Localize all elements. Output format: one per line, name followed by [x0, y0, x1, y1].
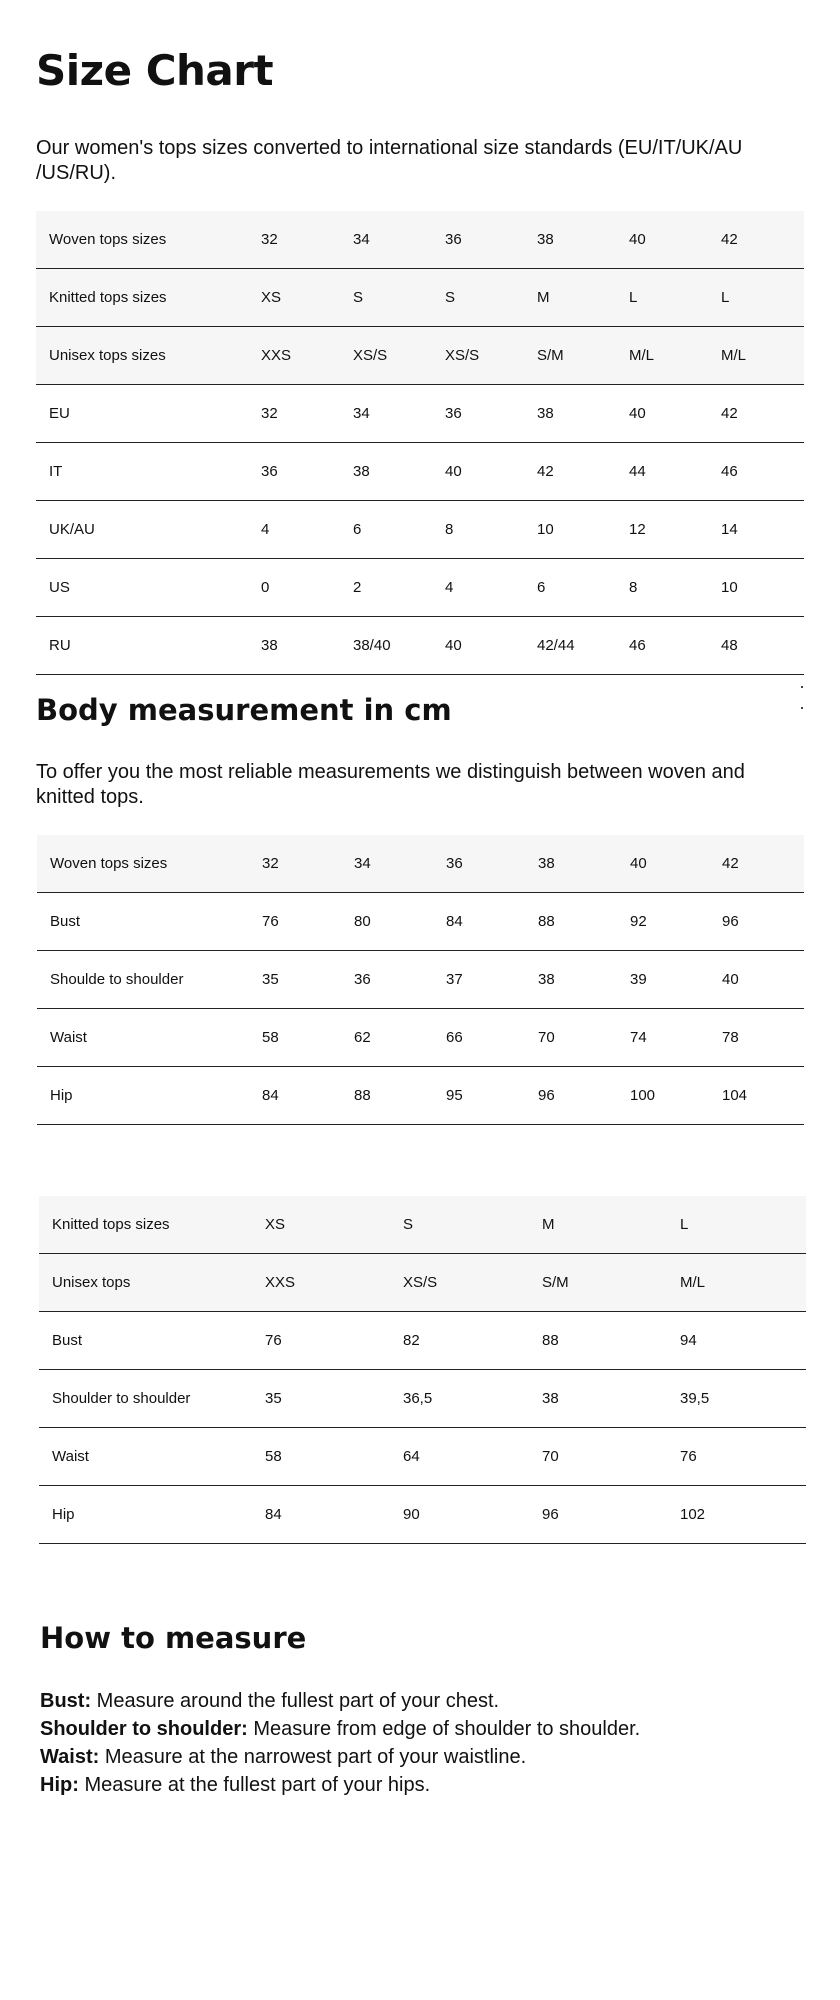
table-row: [36, 501, 804, 559]
table-cell: XS/S: [390, 1254, 529, 1312]
how-to-text: Measure from edge of shoulder to shoulder.: [247, 1718, 641, 1740]
table-cell: 34: [341, 835, 433, 893]
table-cell: 42: [708, 211, 804, 269]
table-cell: 2: [340, 559, 432, 617]
table-cell: 36: [432, 211, 524, 269]
table-cell: L: [667, 1196, 806, 1254]
table-row: [36, 617, 804, 675]
table-cell: 70: [529, 1428, 667, 1486]
table-cell: 80: [341, 893, 433, 951]
table-cell: 38: [525, 951, 617, 1009]
table-row: [36, 327, 804, 385]
table-row: [37, 835, 804, 893]
table-cell: 38: [340, 443, 432, 501]
table-cell: 38/40: [340, 617, 432, 675]
table-cell: S: [390, 1196, 529, 1254]
how-to-measure-heading: How to measure: [40, 1621, 307, 1655]
row-label: Bust: [39, 1312, 252, 1370]
table-cell: 40: [617, 835, 709, 893]
table-cell: 8: [616, 559, 708, 617]
table-cell: 88: [529, 1312, 667, 1370]
table-cell: 8: [432, 501, 524, 559]
how-to-term: Shoulder to shoulder:: [40, 1718, 248, 1740]
how-to-text: Measure at the narrowest part of your waistline.: [99, 1746, 527, 1768]
row-label: Shoulder to shoulder: [39, 1370, 252, 1428]
table-row: [39, 1196, 806, 1254]
table-cell: 78: [709, 1009, 804, 1067]
table-row: [36, 443, 804, 501]
table-row: [36, 385, 804, 443]
table-cell: 88: [341, 1067, 433, 1125]
table-cell: M/L: [708, 327, 804, 385]
table-cell: M: [524, 269, 616, 327]
table-cell: 34: [340, 385, 432, 443]
table-cell: 88: [525, 893, 617, 951]
how-to-item: [40, 1687, 800, 1715]
table-cell: S/M: [529, 1254, 667, 1312]
table-cell: 0: [248, 559, 340, 617]
table-cell: 10: [524, 501, 616, 559]
table-row: [37, 1009, 804, 1067]
table-cell: 32: [248, 211, 340, 269]
table-cell: 40: [616, 385, 708, 443]
table-cell: 66: [433, 1009, 525, 1067]
table-cell: L: [708, 269, 804, 327]
how-to-term: Bust:: [40, 1690, 92, 1712]
table-cell: 32: [249, 835, 341, 893]
table-cell: 32: [248, 385, 340, 443]
row-label: Shoulde to shoulder: [37, 951, 249, 1009]
table-row: [37, 893, 804, 951]
table-cell: 70: [525, 1009, 617, 1067]
row-label: Waist: [39, 1428, 252, 1486]
row-label: Bust: [37, 893, 249, 951]
table-cell: S: [340, 269, 432, 327]
size-conversion-table: [36, 211, 804, 675]
table-cell: 46: [616, 617, 708, 675]
table-cell: S: [432, 269, 524, 327]
table-row: [36, 559, 804, 617]
table-cell: 96: [529, 1486, 667, 1544]
table-cell: M: [529, 1196, 667, 1254]
table-cell: 38: [529, 1370, 667, 1428]
table-cell: 36,5: [390, 1370, 529, 1428]
table-cell: 94: [667, 1312, 806, 1370]
page-title: Size Chart: [36, 46, 274, 95]
table-cell: 38: [524, 385, 616, 443]
table-cell: 92: [617, 893, 709, 951]
table-cell: 36: [432, 385, 524, 443]
table-cell: 90: [390, 1486, 529, 1544]
table-cell: 36: [248, 443, 340, 501]
how-to-text: Measure around the fullest part of your chest.: [91, 1690, 500, 1712]
table-cell: 82: [390, 1312, 529, 1370]
table-cell: 76: [252, 1312, 390, 1370]
table-cell: 38: [524, 211, 616, 269]
table-cell: 36: [341, 951, 433, 1009]
table-cell: S/M: [524, 327, 616, 385]
table-cell: XS/S: [432, 327, 524, 385]
table-cell: 96: [525, 1067, 617, 1125]
row-label: Woven tops sizes: [37, 835, 249, 893]
table-cell: 58: [252, 1428, 390, 1486]
row-label: Knitted tops sizes: [36, 269, 248, 327]
how-to-term: Hip:: [40, 1774, 79, 1796]
row-label: Unisex tops sizes: [36, 327, 248, 385]
table-cell: 36: [433, 835, 525, 893]
table-cell: 6: [340, 501, 432, 559]
row-label: US: [36, 559, 248, 617]
table-cell: 10: [708, 559, 804, 617]
how-to-measure-list: [40, 1687, 800, 1799]
body-measurement-heading: Body measurement in cm: [36, 693, 452, 727]
row-label: Hip: [37, 1067, 249, 1125]
table-cell: 48: [708, 617, 804, 675]
how-to-text: Measure at the fullest part of your hips.: [78, 1774, 431, 1796]
table-cell: 84: [249, 1067, 341, 1125]
woven-measurements-table: [37, 835, 804, 1125]
table-cell: 44: [616, 443, 708, 501]
table-row: [39, 1370, 806, 1428]
how-to-item: [40, 1771, 800, 1799]
table-cell: 4: [432, 559, 524, 617]
row-label: UK/AU: [36, 501, 248, 559]
table-cell: 102: [667, 1486, 806, 1544]
table-cell: 40: [616, 211, 708, 269]
row-label: Unisex tops: [39, 1254, 252, 1312]
table-cell: 42: [524, 443, 616, 501]
row-label: Woven tops sizes: [36, 211, 248, 269]
row-label: Hip: [39, 1486, 252, 1544]
table-cell: 39,5: [667, 1370, 806, 1428]
table-cell: 14: [708, 501, 804, 559]
table-cell: 12: [616, 501, 708, 559]
table-cell: 95: [433, 1067, 525, 1125]
table-row: [39, 1486, 806, 1544]
table-cell: 35: [252, 1370, 390, 1428]
row-label: IT: [36, 443, 248, 501]
knitted-measurements-table: [39, 1196, 806, 1544]
table-cell: M/L: [616, 327, 708, 385]
row-label: EU: [36, 385, 248, 443]
table-cell: 46: [708, 443, 804, 501]
table-row: [36, 211, 804, 269]
row-label: Knitted tops sizes: [39, 1196, 252, 1254]
how-to-term: Waist:: [40, 1746, 100, 1768]
table-cell: 76: [667, 1428, 806, 1486]
row-label: Waist: [37, 1009, 249, 1067]
table-row: [39, 1254, 806, 1312]
table-cell: L: [616, 269, 708, 327]
table-cell: XS: [248, 269, 340, 327]
table-cell: 84: [252, 1486, 390, 1544]
table-cell: 38: [248, 617, 340, 675]
edge-mark: [801, 707, 803, 709]
edge-mark: [801, 686, 803, 688]
table-cell: 76: [249, 893, 341, 951]
table-cell: 39: [617, 951, 709, 1009]
table-cell: 6: [524, 559, 616, 617]
table-cell: 40: [432, 617, 524, 675]
table-cell: 84: [433, 893, 525, 951]
table-row: [36, 269, 804, 327]
how-to-item: [40, 1743, 800, 1771]
table-row: [39, 1312, 806, 1370]
table-row: [37, 1067, 804, 1125]
row-label: RU: [36, 617, 248, 675]
table-cell: XS/S: [340, 327, 432, 385]
table-cell: 42/44: [524, 617, 616, 675]
how-to-item: [40, 1715, 800, 1743]
table-cell: 58: [249, 1009, 341, 1067]
table-cell: 104: [709, 1067, 804, 1125]
table-cell: 38: [525, 835, 617, 893]
table-cell: XXS: [252, 1254, 390, 1312]
table-cell: 34: [340, 211, 432, 269]
table-cell: XXS: [248, 327, 340, 385]
table-cell: 4: [248, 501, 340, 559]
table-cell: 64: [390, 1428, 529, 1486]
table-cell: 100: [617, 1067, 709, 1125]
table-cell: 74: [617, 1009, 709, 1067]
table-cell: XS: [252, 1196, 390, 1254]
table-cell: 62: [341, 1009, 433, 1067]
table-cell: 42: [708, 385, 804, 443]
table-row: [39, 1428, 806, 1486]
table-cell: 40: [432, 443, 524, 501]
table-cell: M/L: [667, 1254, 806, 1312]
body-measurement-intro: To offer you the most reliable measurements we distinguish between woven and knitted tops.: [36, 761, 745, 808]
intro-text: Our women's tops sizes converted to international size standards (EU/IT/UK/AU /US/RU).: [36, 137, 743, 184]
table-cell: 35: [249, 951, 341, 1009]
table-row: [37, 951, 804, 1009]
table-cell: 96: [709, 893, 804, 951]
table-cell: 37: [433, 951, 525, 1009]
table-cell: 40: [709, 951, 804, 1009]
table-cell: 42: [709, 835, 804, 893]
